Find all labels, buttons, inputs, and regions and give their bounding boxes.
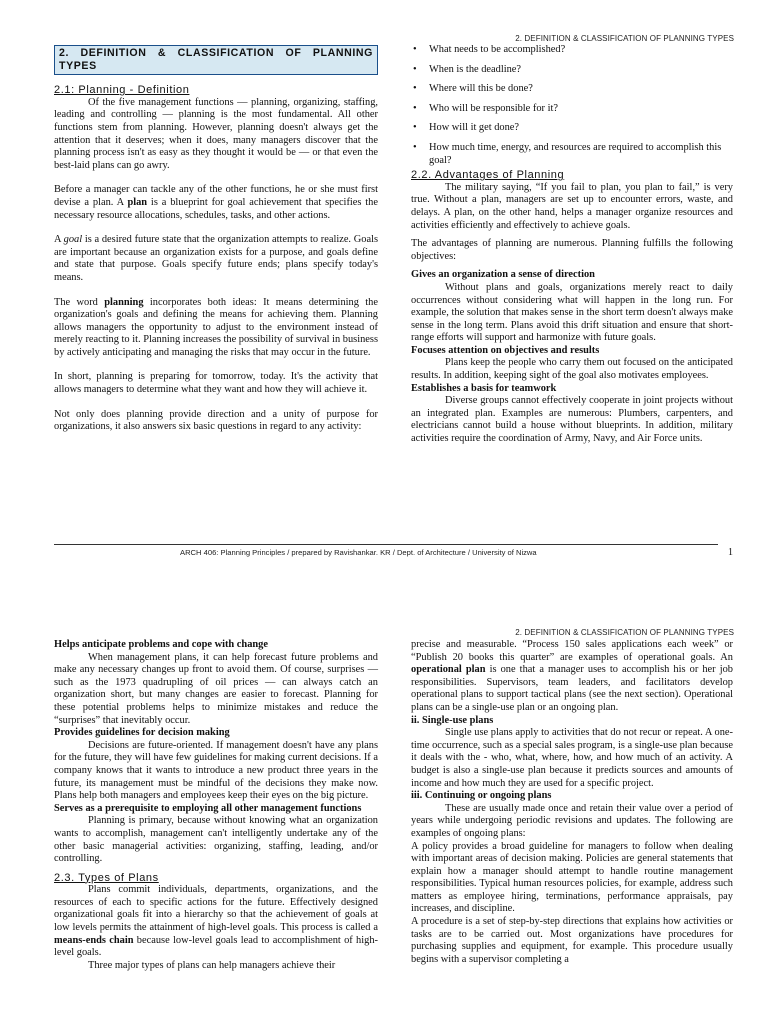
subheading: Establishes a basis for teamwork (411, 382, 557, 394)
right-column (411, 639, 733, 966)
list-item: • Who will be responsible for it? (413, 102, 558, 114)
document-page-2 (0, 617, 768, 1024)
list-item: • How will it get done? (413, 122, 520, 134)
paragraph: When management plans, it can help forecast future problems and make any necessary changes up front to avoid them. Of course, surprises — such as the 1973 quadrupling of oil prices — can always catch an organization short, but many changes are easier to forecast. Planning for these potential problems helps to minimize mistakes and reduce the “surprises” that inevitably occur. (54, 651, 378, 726)
paragraph: A procedure is a set of step-by-step directions that explains how activities or tasks are to be carried out. Most organizations have procedures for purchasing supplies and equipment, for example. This procedure usually begins with a supervisor completing a (411, 916, 733, 965)
paragraph: The advantages of planning are numerous. Planning fulfills the following objectives: (411, 238, 733, 262)
paragraph: The word planning incorporates both ideas: It means determining the organization's goals and defining the means for achieving them. Planning allows managers the opportunity to adjust to the environment instead of merely reacting to it. Planning increases the possibility of survival in business by actively anticipating and managing the risks that may occur in the future. (54, 296, 378, 358)
subheading: Focuses attention on objectives and results (411, 344, 600, 356)
paragraph: These are usually made once and retain their value over a period of years while undergoing periodic revisions and updates. The following are examples of ongoing plans: (411, 802, 733, 839)
left-column (54, 45, 378, 434)
paragraph: Plans keep the people who carry them out focused on the anticipated results. In addition, keeping sight of the goal also motivates employees. (411, 357, 733, 382)
list-item: • Where will this be done? (413, 83, 533, 95)
questions-list (411, 44, 733, 167)
list-item: • What needs to be accomplished? (413, 44, 566, 55)
paragraph: Diverse groups cannot effectively cooperate in joint projects without an integrated plan. Examples are numerous: Plumbers, carpenters, and electricians cannot build a house without blueprints. In addition, military activities require the coordination of Army, Navy, and Air Force units. (411, 395, 733, 445)
paragraph: Before a manager can tackle any of the other functions, he or she must first devise a plan. A plan is a blueprint for goal achievement that specifies the necessary resource allocations, schedules, tasks, and other actions. (54, 184, 378, 221)
paragraph: Plans commit individuals, departments, organizations, and the resources of each to specific actions for the future. Effectively designed organizational goals fit into a hierarchy so that the achievement of goals at low levels permits the attainment of high-level goals. This process is called a means-ends chain because low-level goals lead to accomplishment of high-level goals. (54, 884, 378, 959)
subheading: Serves as a prerequisite to employing all other management functions (54, 802, 362, 814)
subheading: Provides guidelines for decision making (54, 727, 230, 739)
subheading: Helps anticipate problems and cope with change (54, 639, 268, 650)
chapter-title: 2. DEFINITION & CLASSIFICATION OF PLANNING TYPES (54, 45, 378, 75)
paragraph: A policy provides a broad guideline for managers to follow when dealing with important areas of decision making. Policies are general statements that explain how a manager should attempt to handle routine management responsibilities. Typical human resources policies, for example, address such matters as employee hiring, terminations, performance appraisals, pay increases, and discipline. (411, 840, 733, 915)
subheading: Gives an organization a sense of direction (411, 269, 595, 281)
paragraph: A goal is a desired future state that the organization attempts to realize. Goals are important because an organization exists for a purpose, and goals define and state that purpose. Goals specify future ends; plans specify today's means. (54, 234, 378, 283)
section-2-2-heading: 2.2. Advantages of Planning (411, 169, 565, 182)
page-gap (0, 573, 768, 617)
section-2-3-heading: 2.3. Types of Plans (54, 871, 159, 884)
paragraph: The military saying, “If you fail to plan, you plan to fail,” is very true. Without a plan, managers are set up to encounter errors, waste, and delays. A plan, on the other hand, helps a manager organize resources and activities efficiently and effectively to achieve goals. (411, 181, 733, 231)
subheading: ii. Single-use plans (411, 714, 494, 726)
page-number: 1 (728, 547, 733, 558)
left-column (54, 639, 378, 972)
paragraph: Without plans and goals, organizations merely react to daily occurrences without considering what will happen in the long run. For example, the solution that makes sense in the short term doesn't always make sense in the long term. Plans avoid this drift situation and ensure that short-range efforts will support and harmonize with future goals. (411, 281, 733, 344)
subheading: iii. Continuing or ongoing plans (411, 790, 552, 802)
paragraph: Planning is primary, because without knowing what an organization wants to accomplish, management can't intelligently undertake any of the other basic managerial activities: organizing, staffing, leading, and/or controlling. (54, 815, 378, 865)
section-2-1-heading: 2.1: Planning - Definition (54, 84, 190, 97)
paragraph: Of the five management functions — planning, organizing, staffing, leading and controlling — planning is the most fundamental. All other functions stem from planning. However, planning doesn't always get the attention that it deserves; when it does, many managers discover that the planning process isn't as easy as they thought it would be — or that even the best-laid plans can go awry. (54, 96, 378, 171)
footer-rule (54, 544, 718, 545)
paragraph: Decisions are future-oriented. If management doesn't have any plans for the future, they will have few guidelines for making current decisions. If a company knows that it wants to introduce a new product three years in the future, its management must be mindful of the decisions they make now. Plans help both managers and employees keep their eyes on the big picture. (54, 739, 378, 802)
list-item: • When is the deadline? (413, 63, 522, 75)
right-column (411, 44, 733, 446)
footer-text: ARCH 406: Planning Principles / prepared by Ravishankar. KR / Dept. of Architecture / University of Nizwa (180, 548, 537, 557)
paragraph: Single use plans apply to activities that do not recur or repeat. A one-time occurrence, such as a special sales program, is a single-use plan because it deals with the - who, what, where, how, and how much of an activity. A budget is also a single-use plan because it predicts sources and amounts of income and how much they are used for a specific project. (411, 727, 733, 789)
paragraph: Not only does planning provide direction and a unity of purpose for organizations, it also answers six basic questions in regard to any activity: (54, 408, 378, 433)
list-item: • How much time, energy, and resources are required to accomplish this goal? (413, 141, 722, 166)
paragraph: precise and measurable. “Process 150 sales applications each week” or “Publish 20 books this quarter” are examples of operational goals. An operational plan is one that a manager uses to accomplish his or her job responsibilities. Supervisors, team leaders, and facilitators develop operational plans to support tactical plans (see the next section). Operational plans can be a single-use plan or an ongoing plan. (411, 639, 733, 713)
running-header: 2. DEFINITION & CLASSIFICATION OF PLANNING TYPES (515, 34, 734, 43)
running-header: 2. DEFINITION & CLASSIFICATION OF PLANNING TYPES (515, 628, 734, 637)
paragraph: Three major types of plans can help managers achieve their (88, 959, 336, 971)
paragraph: In short, planning is preparing for tomorrow, today. It's the activity that allows managers to determine what they want and how they will achieve it. (54, 371, 378, 396)
